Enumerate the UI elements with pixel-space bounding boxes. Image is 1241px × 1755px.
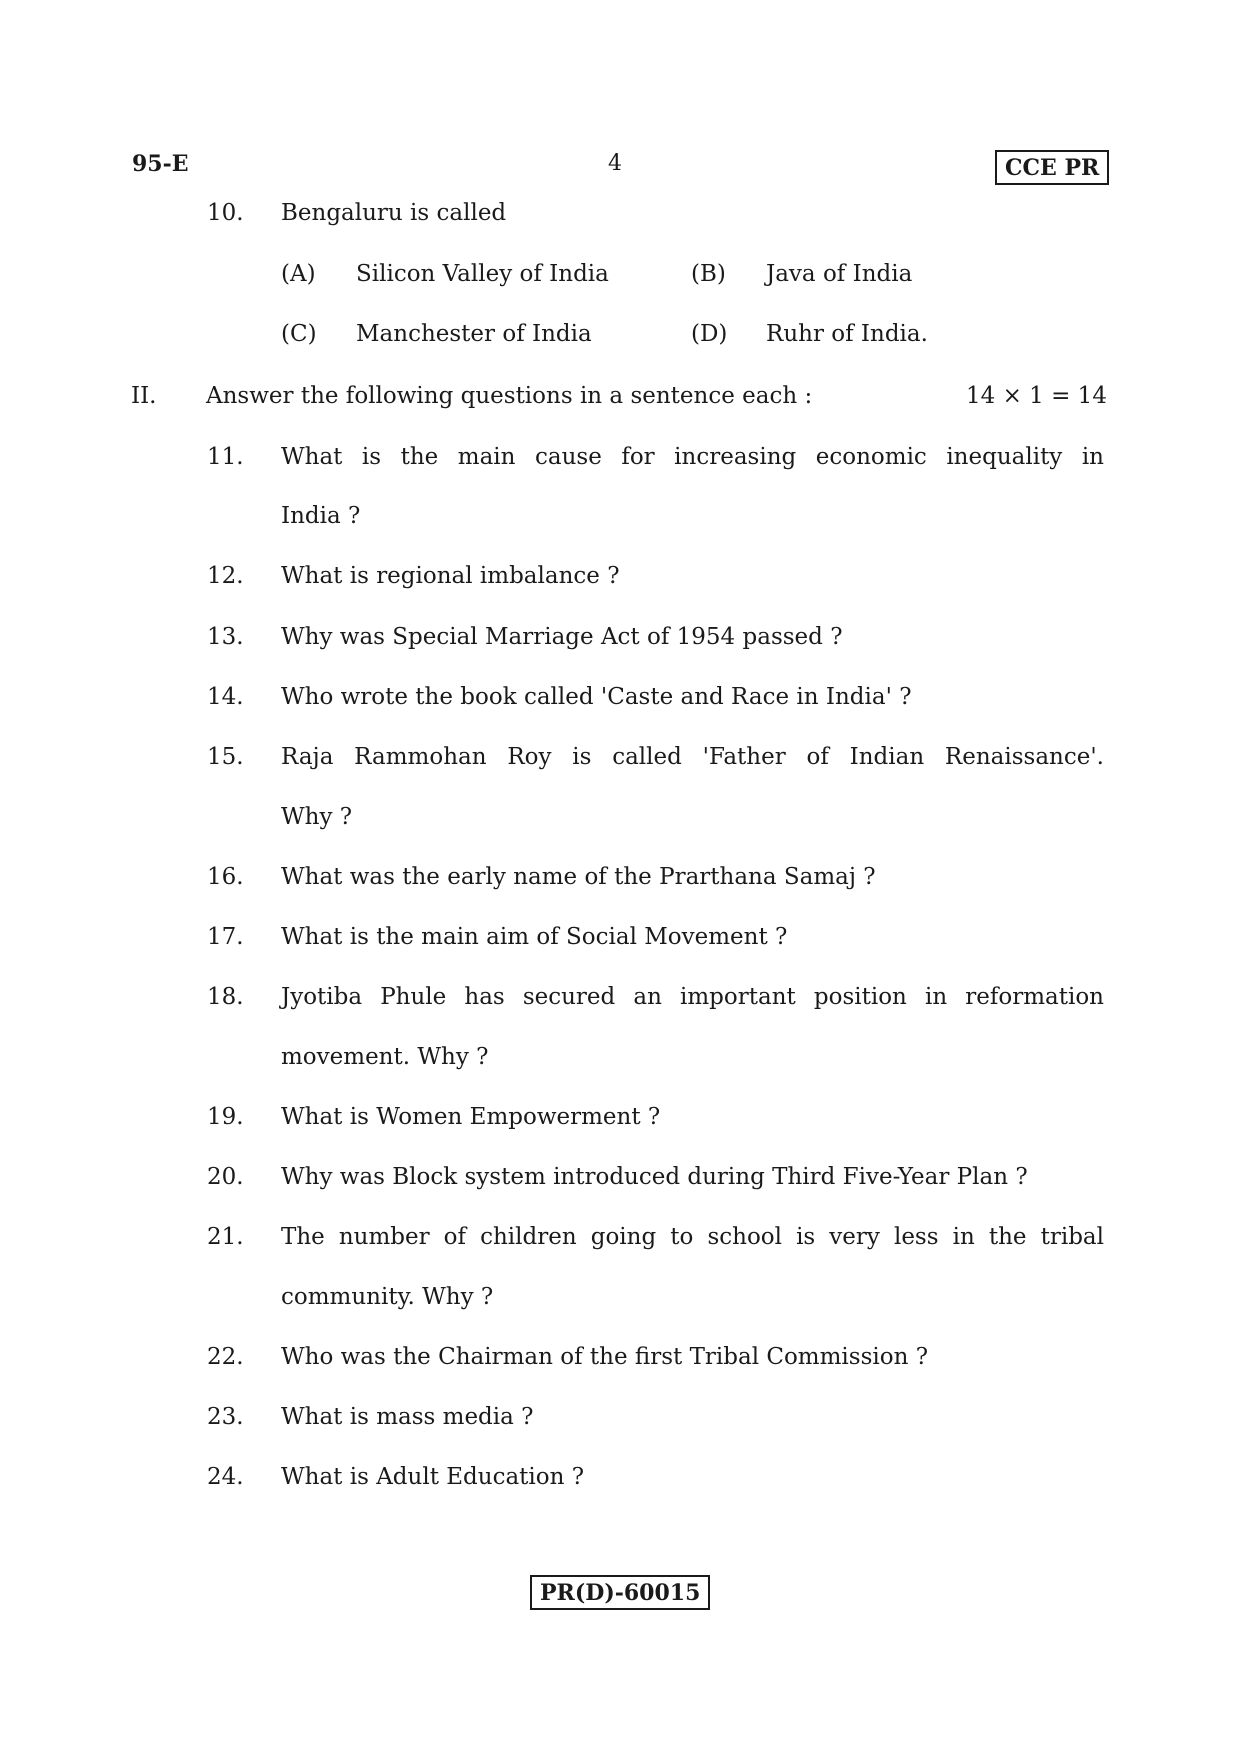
question-number: 14. <box>207 684 244 710</box>
section-numeral: II. <box>131 383 157 409</box>
question-text: Who was the Chairman of the first Tribal Commission ? <box>281 1344 929 1370</box>
question-text: What is the main cause for increasing economic inequality in <box>281 444 1104 470</box>
question-text: Why was Block system introduced during Third Five-Year Plan ? <box>281 1164 1028 1190</box>
paper-code: 95-E <box>132 151 189 177</box>
question-text: What is regional imbalance ? <box>281 563 620 589</box>
question-text-continued: community. Why ? <box>281 1284 494 1310</box>
question-text: Jyotiba Phule has secured an important position in reformation <box>281 984 1104 1010</box>
question-text: What is the main aim of Social Movement ? <box>281 924 788 950</box>
question-number: 15. <box>207 744 244 770</box>
question-text: What is Women Empowerment ? <box>281 1104 661 1130</box>
question-text: The number of children going to school is very less in the tribal <box>281 1224 1104 1250</box>
option-label: (B) <box>691 261 726 287</box>
question-number: 22. <box>207 1344 244 1370</box>
page-number: 4 <box>608 151 622 176</box>
question-number: 18. <box>207 984 244 1010</box>
question-text: Who wrote the book called 'Caste and Race in India' ? <box>281 684 912 710</box>
option-label: (C) <box>281 321 317 347</box>
option-text: Java of India <box>766 261 913 287</box>
question-number: 24. <box>207 1464 244 1490</box>
question-number: 20. <box>207 1164 244 1190</box>
question-text-continued: movement. Why ? <box>281 1044 489 1070</box>
question-number: 17. <box>207 924 244 950</box>
option-label: (A) <box>281 261 316 287</box>
question-number: 13. <box>207 624 244 650</box>
option-text: Ruhr of India. <box>766 321 928 347</box>
question-number: 10. <box>207 200 244 226</box>
question-text: Bengaluru is called <box>281 200 507 226</box>
question-number: 21. <box>207 1224 244 1250</box>
question-number: 12. <box>207 563 244 589</box>
question-number: 23. <box>207 1404 244 1430</box>
option-text: Manchester of India <box>356 321 592 347</box>
question-text: Raja Rammohan Roy is called 'Father of Indian Renaissance'. <box>281 744 1104 770</box>
question-text: Why was Special Marriage Act of 1954 passed ? <box>281 624 843 650</box>
question-number: 19. <box>207 1104 244 1130</box>
subject-code-box: CCE PR <box>995 150 1109 185</box>
question-text-continued: Why ? <box>281 804 353 830</box>
option-label: (D) <box>691 321 728 347</box>
option-text: Silicon Valley of India <box>356 261 609 287</box>
question-text-continued: India ? <box>281 503 361 529</box>
question-text: What is Adult Education ? <box>281 1464 585 1490</box>
section-instruction: Answer the following questions in a sentence each : <box>206 383 813 409</box>
question-number: 16. <box>207 864 244 890</box>
section-marks: 14 × 1 = 14 <box>966 383 1107 409</box>
question-text: What was the early name of the Prarthana Samaj ? <box>281 864 876 890</box>
question-text: What is mass media ? <box>281 1404 534 1430</box>
footer-code-box: PR(D)-60015 <box>530 1575 710 1610</box>
question-number: 11. <box>207 444 244 470</box>
